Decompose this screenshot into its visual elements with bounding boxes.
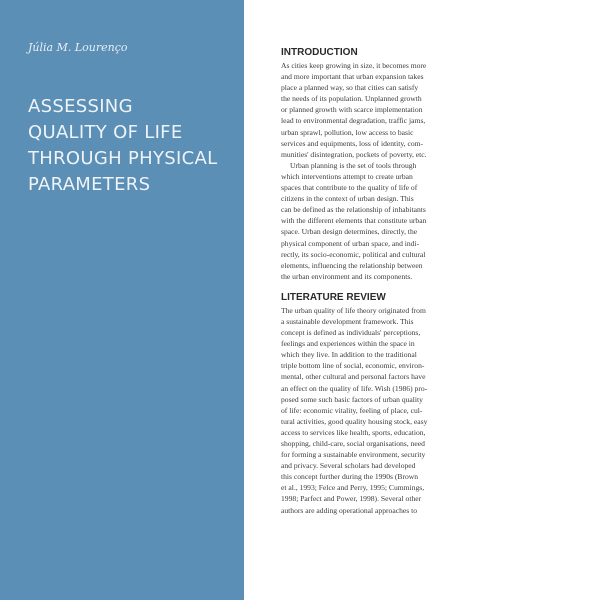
text-line: As cities keep growing in size, it becomes more bbox=[281, 61, 427, 70]
text-line: access to services like health, sports, education, bbox=[281, 427, 426, 437]
author-name: Júlia M. Lourenço bbox=[28, 41, 128, 54]
title-line: PARAMETERS bbox=[28, 174, 151, 195]
text-line: Urban planning is the set of tools through bbox=[290, 160, 417, 170]
text-line: which interventions attempt to create urban bbox=[281, 171, 413, 181]
text-line: for forming a sustainable environment, security bbox=[281, 450, 426, 460]
text-line: shopping, child-care, social organisations, need bbox=[281, 439, 425, 448]
paragraph bbox=[281, 60, 467, 160]
text-line: with the different elements that constitute urban bbox=[281, 216, 427, 226]
text-line: or planned growth with scarce implementation bbox=[281, 105, 423, 115]
text-line: authors are adding operational approaches to bbox=[281, 505, 418, 515]
title-line: QUALITY OF LIFE bbox=[28, 122, 183, 143]
paragraph bbox=[281, 305, 467, 516]
text-line: the urban environment and its components. bbox=[281, 271, 413, 281]
text-line: space. Urban design determines, directly, the bbox=[281, 227, 418, 237]
text-line: and more important that urban expansion takes bbox=[281, 72, 424, 82]
text-line: can be defined as the relationship of inhabitants bbox=[281, 205, 426, 215]
text-line: et al., 1993; Felce and Perry, 1995; Cummings, bbox=[281, 483, 425, 493]
text-line: and privacy. Several scholars had developed bbox=[281, 461, 416, 471]
text-line: rectly, its socio-economic, political and cultural bbox=[281, 249, 426, 259]
section-heading-literature-review: LITERATURE REVIEW bbox=[281, 291, 386, 303]
text-line: which they live. In addition to the traditional bbox=[281, 350, 417, 360]
text-line: services and equipments, loss of identity, com- bbox=[281, 138, 424, 148]
text-line: elements, influencing the relationship between bbox=[281, 260, 423, 270]
article-title bbox=[28, 94, 240, 198]
text-line: 1998; Parfect and Power, 1998). Several other bbox=[281, 494, 422, 504]
text-line: munities' disintegration, pockets of poverty, etc. bbox=[281, 149, 427, 159]
text-line: feelings and experiences within the space in bbox=[281, 339, 415, 349]
text-line: concept is defined as individuals' perceptions, bbox=[281, 328, 421, 338]
body-column bbox=[281, 46, 467, 516]
title-line: ASSESSING bbox=[28, 96, 133, 117]
text-line: place a planned way, so that cities can satisfy bbox=[281, 83, 419, 93]
text-line: mental, other cultural and personal factors have bbox=[281, 372, 426, 382]
text-line: the needs of its population. Unplanned growth bbox=[281, 94, 422, 104]
text-line: a sustainable development framework. This bbox=[281, 316, 414, 326]
section-heading-introduction: INTRODUCTION bbox=[281, 47, 358, 58]
text-line: urban sprawl, pollution, low access to basic bbox=[281, 127, 414, 137]
paragraph bbox=[281, 160, 467, 282]
text-line: tural activities, good quality housing stock, easy bbox=[281, 416, 428, 426]
text-line: lead to environmental degradation, traffic jams, bbox=[281, 116, 426, 126]
text-line: triple bottom line of social, economic, environ- bbox=[281, 361, 425, 371]
text-line: citizens in the context of urban design. This bbox=[281, 194, 414, 204]
title-line: THROUGH PHYSICAL bbox=[28, 148, 218, 169]
text-line: spaces that contribute to the quality of life of bbox=[281, 183, 418, 193]
text-line: physical component of urban space, and indi- bbox=[281, 238, 420, 248]
text-line: an effect on the quality of life. Wish (1986) pro- bbox=[281, 383, 428, 393]
title-panel bbox=[0, 0, 244, 600]
text-line: of life: economic vitality, feeling of place, cul- bbox=[281, 405, 423, 415]
text-line: this concept further during the 1990s (Brown bbox=[281, 472, 419, 482]
text-line: The urban quality of life theory originated from bbox=[281, 305, 426, 315]
text-line: posed some such basic factors of urban quality bbox=[281, 394, 423, 404]
